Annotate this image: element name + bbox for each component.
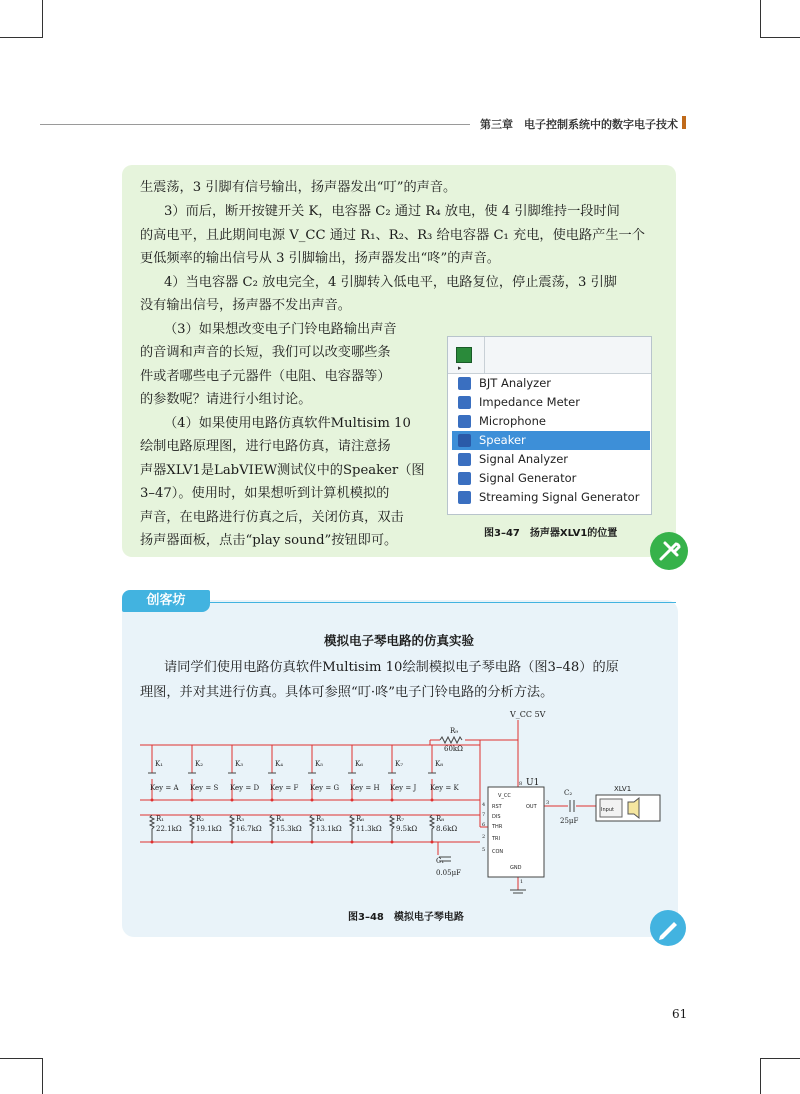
junction-dot: [191, 841, 194, 844]
key-name: K₃: [235, 760, 244, 768]
ic-555: [488, 787, 544, 877]
speaker-icon: [458, 434, 471, 447]
resistor-value: 9.5kΩ: [396, 825, 418, 833]
speaker-name: XLV1: [614, 785, 632, 793]
junction-dot: [271, 799, 274, 802]
r9-name: R₉: [450, 727, 459, 735]
signal-generator-icon: [458, 472, 471, 485]
c2-name: C₂: [564, 789, 573, 797]
resistor-value: 8.6kΩ: [436, 825, 458, 833]
body-line: 4）当电容器 C₂ 放电完全，4 引脚转入低电平，电路复位，停止震荡，3 引脚: [164, 275, 617, 290]
ic-pin-out: OUT: [526, 804, 537, 810]
key-label: Key = S: [190, 784, 219, 792]
resistor-value: 13.1kΩ: [316, 825, 342, 833]
ic-pin-dis: DIS: [492, 814, 501, 820]
side-line: （4）如果使用电路仿真软件Multisim 10: [164, 416, 411, 431]
resistor-name: R₇: [396, 815, 405, 823]
key-resistor: [230, 815, 234, 842]
key-name: K₄: [275, 760, 284, 768]
resistor-value: 19.1kΩ: [196, 825, 222, 833]
key-label: Key = F: [270, 784, 299, 792]
side-line: 声器XLV1是LabVIEW测试仪中的Speaker（图: [140, 463, 425, 478]
c1-value: 0.05μF: [436, 869, 461, 877]
key-name: K₆: [355, 760, 364, 768]
side-line: 的音调和声音的长短，我们可以改变哪些条: [140, 345, 391, 360]
key-name: K₅: [315, 760, 324, 768]
body-line: 的高电平，且此期间电源 V_CC 通过 R₁、R₂、R₃ 给电容器 C₁ 充电，使电路产生一个: [140, 228, 645, 243]
side-line: 扬声器面板，点击“play sound”按钮即可。: [140, 533, 398, 548]
menu-item-signal-analyzer[interactable]: Signal Analyzer: [452, 450, 650, 469]
maker-rule: [210, 602, 676, 603]
ic-pin-thr: THR: [492, 824, 503, 830]
menu-item-impedance-meter[interactable]: Impedance Meter: [452, 393, 650, 412]
key-resistor: [430, 815, 434, 842]
maker-text-line: 请同学们使用电路仿真软件Multisim 10绘制模拟电子琴电路（图3–48）的原: [164, 660, 619, 675]
resistor-name: R₆: [356, 815, 365, 823]
key-resistor: [270, 815, 274, 842]
pin-number: 2: [482, 834, 486, 840]
menu-item-bjt-analyzer[interactable]: BJT Analyzer: [452, 374, 650, 393]
ic-name: U1: [526, 778, 540, 788]
crop-mark: [760, 1058, 761, 1094]
labview-icon: [456, 347, 472, 363]
junction-dot: [191, 799, 194, 802]
side-line: （3）如果想改变电子门铃电路输出声音: [164, 322, 397, 337]
expand-arrow-icon: ▸: [458, 364, 462, 372]
crop-mark: [42, 0, 43, 38]
key-resistor: [350, 815, 354, 842]
key-label: Key = G: [310, 784, 340, 792]
side-line: 件或者哪些电子元器件（电阻、电容器等）: [140, 369, 391, 384]
crop-mark: [42, 1058, 43, 1094]
menu-toolbar: [448, 337, 651, 374]
chapter-marker: [682, 116, 686, 129]
streaming-signal-generator-icon: [458, 491, 471, 504]
junction-dot: [231, 799, 234, 802]
pin-number: 1: [520, 879, 524, 885]
crop-mark: [761, 37, 800, 38]
key-label: Key = J: [390, 784, 417, 792]
signal-analyzer-icon: [458, 453, 471, 466]
resistor-value: 22.1kΩ: [156, 825, 182, 833]
junction-dot: [391, 841, 394, 844]
body-line: 3）而后，断开按键开关 K，电容器 C₂ 通过 R₄ 放电，使 4 引脚维持一段时间: [164, 204, 620, 219]
c2-value: 25μF: [560, 817, 579, 825]
pencil-icon: [650, 910, 686, 946]
maker-title: 模拟电子琴电路的仿真实验: [324, 633, 475, 648]
crop-mark: [761, 1058, 800, 1059]
c1-name: C₁: [436, 857, 445, 865]
side-line: 3–47）。使用时，如果想听到计算机模拟的: [140, 486, 390, 501]
key-label: Key = H: [350, 784, 380, 792]
junction-dot: [431, 799, 434, 802]
ic-pin-rst: RST: [492, 804, 502, 810]
ic-pin-vcc: V_CC: [498, 793, 511, 799]
junction-dot: [151, 799, 154, 802]
vcc-label: V_CC 5V: [510, 710, 546, 719]
body-line: 没有输出信号，扬声器不发出声音。: [140, 298, 351, 313]
resistor-name: R₅: [316, 815, 325, 823]
pin-number: 6: [482, 822, 486, 828]
pin-number: 3: [546, 800, 550, 806]
toolbar-divider: [484, 337, 485, 373]
junction-dot: [391, 799, 394, 802]
junction-dot: [311, 799, 314, 802]
figure-caption-3-47: 图3–47 扬声器XLV1的位置: [484, 528, 618, 539]
bjt-analyzer-icon: [458, 377, 471, 390]
resistor-name: R₂: [196, 815, 205, 823]
junction-dot: [271, 841, 274, 844]
resistor-name: R₄: [276, 815, 285, 823]
junction-dot: [231, 841, 234, 844]
side-line: 的参数呢？请进行小组讨论。: [140, 392, 312, 407]
ic-pin-con: CON: [492, 849, 504, 855]
ic-pin-tri: TRI: [492, 836, 501, 842]
speaker-input-label: Input: [601, 807, 614, 813]
key-resistor: [190, 815, 194, 842]
microphone-icon: [458, 415, 471, 428]
side-line: 绘制电路原理图，进行电路仿真，请注意扬: [140, 439, 391, 454]
crop-mark: [760, 0, 761, 38]
crop-mark: [0, 37, 42, 38]
resistor-name: R₈: [436, 815, 445, 823]
menu-item-speaker[interactable]: Speaker: [452, 431, 650, 450]
tools-icon: [650, 532, 688, 570]
page-number: 61: [672, 1007, 688, 1021]
pin-number: 5: [482, 847, 486, 853]
junction-dot: [351, 841, 354, 844]
key-name: K₇: [395, 760, 404, 768]
junction-dot: [311, 841, 314, 844]
side-line: 声音，在电路进行仿真之后，关闭仿真，双击: [140, 510, 404, 525]
resistor-name: R₁: [156, 815, 165, 823]
ic-pin-gnd: GND: [510, 865, 522, 871]
resistor-value: 11.3kΩ: [356, 825, 382, 833]
key-label: Key = A: [150, 784, 179, 792]
menu-item-signal-generator[interactable]: Signal Generator: [452, 469, 650, 488]
body-line: 生震荡，3 引脚有信号输出，扬声器发出“叮”的声音。: [140, 180, 457, 195]
menu-item-microphone[interactable]: Microphone: [452, 412, 650, 431]
instrument-menu: [447, 336, 652, 515]
pin-number: 4: [482, 802, 486, 808]
junction-dot: [151, 841, 154, 844]
key-name: K₈: [435, 760, 444, 768]
circuit-diagram: [140, 705, 680, 905]
key-resistor: [390, 815, 394, 842]
junction-dot: [351, 799, 354, 802]
header-rule: [40, 124, 470, 125]
resistor-name: R₃: [236, 815, 245, 823]
menu-item-streaming-signal-generator[interactable]: Streaming Signal Generator: [452, 488, 650, 507]
pin-number: 7: [482, 812, 486, 818]
key-label: Key = K: [430, 784, 459, 792]
r9-resistor: [440, 737, 462, 743]
junction-dot: [431, 841, 434, 844]
chapter-title: 第三章 电子控制系统中的数字电子技术: [480, 118, 678, 131]
pin-number: 8: [519, 781, 523, 787]
figure-caption-3-48: 图3–48 模拟电子琴电路: [348, 912, 464, 923]
key-name: K₂: [195, 760, 204, 768]
body-line: 更低频率的输出信号从 3 引脚输出，扬声器发出“咚”的声音。: [140, 251, 500, 266]
resistor-value: 15.3kΩ: [276, 825, 302, 833]
r9-value: 60kΩ: [444, 745, 463, 753]
resistor-value: 16.7kΩ: [236, 825, 262, 833]
key-resistor: [150, 815, 154, 842]
key-label: Key = D: [230, 784, 260, 792]
impedance-meter-icon: [458, 396, 471, 409]
maker-tab: 创客坊: [122, 590, 210, 612]
crop-mark: [0, 1058, 42, 1059]
key-name: K₁: [155, 760, 164, 768]
maker-text-line: 理图，并对其进行仿真。具体可参照“叮·咚”电子门铃电路的分析方法。: [140, 685, 554, 700]
key-resistor: [310, 815, 314, 842]
